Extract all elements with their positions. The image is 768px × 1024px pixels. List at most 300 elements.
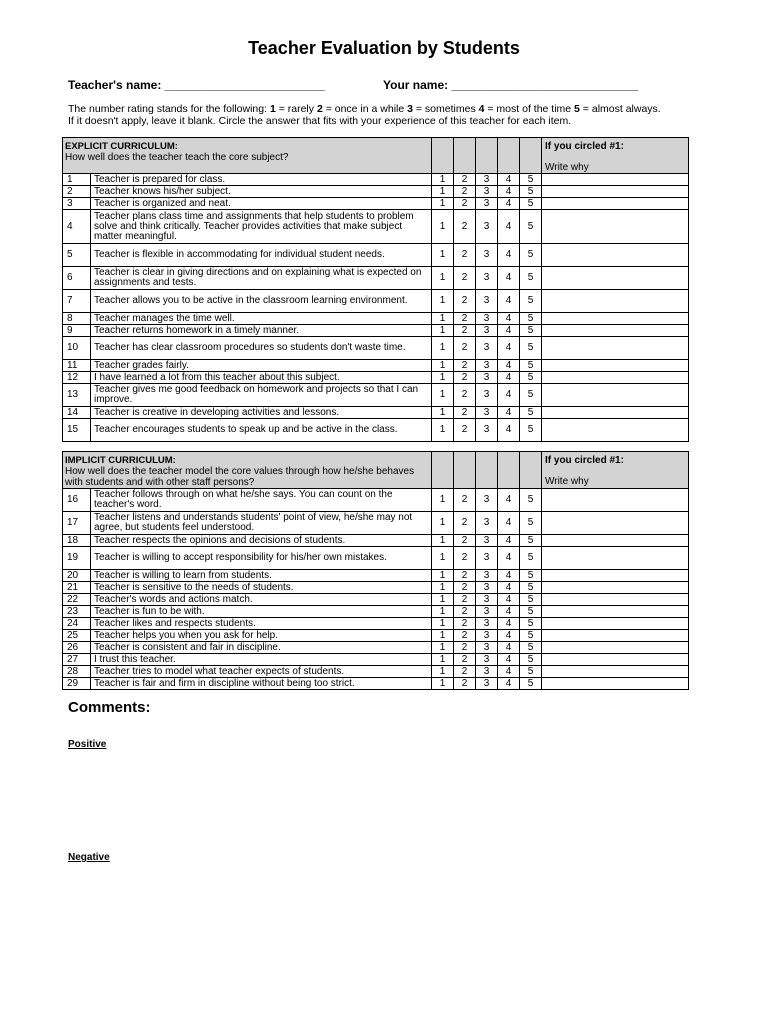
- question-text: Teacher returns homework in a timely manner.: [91, 325, 432, 337]
- write-why-field[interactable]: [542, 372, 689, 384]
- rating-option-2[interactable]: 2: [454, 244, 476, 267]
- rating-option-1[interactable]: 1: [432, 372, 454, 384]
- rating-option-3[interactable]: 3: [476, 407, 498, 419]
- question-row: [63, 337, 689, 360]
- question-text: Teacher tries to model what teacher expects of students.: [91, 666, 432, 678]
- question-row: [63, 666, 689, 678]
- write-why-field[interactable]: [542, 174, 689, 186]
- rating-option-2[interactable]: 2: [454, 630, 476, 642]
- rating-5-text: = almost always.: [579, 103, 661, 115]
- rating-option-4[interactable]: 4: [498, 606, 520, 618]
- rating-option-2[interactable]: 2: [454, 384, 476, 407]
- write-why-field[interactable]: [542, 244, 689, 267]
- rating-option-2[interactable]: 2: [454, 407, 476, 419]
- write-why-field[interactable]: [542, 210, 689, 244]
- your-name-field[interactable]: Your name: ____________________________: [383, 78, 639, 92]
- rating-option-5[interactable]: 5: [520, 489, 542, 512]
- question-row: [63, 384, 689, 407]
- write-why-field[interactable]: [542, 325, 689, 337]
- question-row: [63, 642, 689, 654]
- question-number: 28: [63, 666, 91, 678]
- question-text: Teacher follows through on what he/she says. You can count on the teacher's word.: [91, 489, 432, 512]
- rating-option-5[interactable]: 5: [520, 582, 542, 594]
- rating-option-1[interactable]: 1: [432, 642, 454, 654]
- rating-option-3[interactable]: 3: [476, 360, 498, 372]
- rating-option-1[interactable]: 1: [432, 547, 454, 570]
- question-text: Teacher is willing to learn from students.: [91, 570, 432, 582]
- rating-option-3[interactable]: 3: [476, 606, 498, 618]
- question-row: [63, 313, 689, 325]
- write-why-field[interactable]: [542, 642, 689, 654]
- question-number: 14: [63, 407, 91, 419]
- implicit-header-blank-cell: [520, 452, 542, 489]
- rating-option-4[interactable]: 4: [498, 360, 520, 372]
- question-text: Teacher grades fairly.: [91, 360, 432, 372]
- question-text: Teacher respects the opinions and decisions of students.: [91, 535, 432, 547]
- question-number: 18: [63, 535, 91, 547]
- implicit-header-blank-cell: [432, 452, 454, 489]
- question-text: Teacher has clear classroom procedures so students don't waste time.: [91, 337, 432, 360]
- rating-option-5[interactable]: 5: [520, 678, 542, 690]
- rating-option-2[interactable]: 2: [454, 489, 476, 512]
- rating-option-5[interactable]: 5: [520, 372, 542, 384]
- rating-option-1[interactable]: 1: [432, 654, 454, 666]
- rating-option-1[interactable]: 1: [432, 337, 454, 360]
- write-why-field[interactable]: [542, 198, 689, 210]
- question-row: [63, 267, 689, 290]
- rating-option-2[interactable]: 2: [454, 313, 476, 325]
- rating-option-2[interactable]: 2: [454, 618, 476, 630]
- question-text: Teacher knows his/her subject.: [91, 186, 432, 198]
- rating-option-2[interactable]: 2: [454, 642, 476, 654]
- rating-option-5[interactable]: 5: [520, 570, 542, 582]
- rating-option-3[interactable]: 3: [476, 313, 498, 325]
- rating-option-3[interactable]: 3: [476, 419, 498, 442]
- rating-option-3[interactable]: 3: [476, 244, 498, 267]
- rating-option-4[interactable]: 4: [498, 372, 520, 384]
- question-row: [63, 535, 689, 547]
- question-text: Teacher is flexible in accommodating for individual student needs.: [91, 244, 432, 267]
- rating-option-4[interactable]: 4: [498, 570, 520, 582]
- question-row: [63, 198, 689, 210]
- rating-option-1[interactable]: 1: [432, 290, 454, 313]
- question-text: Teacher manages the time well.: [91, 313, 432, 325]
- rating-option-3[interactable]: 3: [476, 654, 498, 666]
- positive-comments-label: Positive: [68, 739, 107, 750]
- rating-option-2[interactable]: 2: [454, 582, 476, 594]
- question-number: 22: [63, 594, 91, 606]
- rating-option-4[interactable]: 4: [498, 666, 520, 678]
- question-number: 29: [63, 678, 91, 690]
- rating-option-5[interactable]: 5: [520, 337, 542, 360]
- explicit-why-header: [542, 138, 689, 174]
- implicit-section-title-cell: [63, 452, 432, 489]
- rating-option-2[interactable]: 2: [454, 198, 476, 210]
- question-text: Teacher's words and actions match.: [91, 594, 432, 606]
- explicit-header-blank-cell: [476, 138, 498, 174]
- rating-option-4[interactable]: 4: [498, 290, 520, 313]
- rating-option-1[interactable]: 1: [432, 678, 454, 690]
- rating-option-5[interactable]: 5: [520, 547, 542, 570]
- question-number: 7: [63, 290, 91, 313]
- rating-option-4[interactable]: 4: [498, 489, 520, 512]
- comments-heading: Comments:: [68, 699, 151, 716]
- rating-option-3[interactable]: 3: [476, 174, 498, 186]
- rating-option-4[interactable]: 4: [498, 547, 520, 570]
- question-number: 8: [63, 313, 91, 325]
- instructions-prefix: The number rating stands for the following:: [68, 103, 270, 115]
- rating-option-1[interactable]: 1: [432, 210, 454, 244]
- rating-option-1[interactable]: 1: [432, 606, 454, 618]
- question-text: Teacher is fun to be with.: [91, 606, 432, 618]
- rating-option-5[interactable]: 5: [520, 360, 542, 372]
- question-number: 23: [63, 606, 91, 618]
- rating-4-key: 4: [478, 103, 485, 115]
- question-row: [63, 360, 689, 372]
- rating-option-1[interactable]: 1: [432, 325, 454, 337]
- rating-option-4[interactable]: 4: [498, 244, 520, 267]
- rating-option-3[interactable]: 3: [476, 489, 498, 512]
- rating-option-3[interactable]: 3: [476, 570, 498, 582]
- question-number: 17: [63, 512, 91, 535]
- question-row: [63, 547, 689, 570]
- rating-option-2[interactable]: 2: [454, 535, 476, 547]
- rating-option-2[interactable]: 2: [454, 174, 476, 186]
- rating-option-3[interactable]: 3: [476, 384, 498, 407]
- rating-option-3[interactable]: 3: [476, 198, 498, 210]
- teacher-name-field[interactable]: Teacher's name: ________________________: [68, 78, 325, 92]
- question-number: 9: [63, 325, 91, 337]
- rating-option-4[interactable]: 4: [498, 654, 520, 666]
- rating-option-3[interactable]: 3: [476, 372, 498, 384]
- rating-option-4[interactable]: 4: [498, 337, 520, 360]
- explicit-header-blank-cell: [498, 138, 520, 174]
- rating-option-4[interactable]: 4: [498, 594, 520, 606]
- question-row: [63, 290, 689, 313]
- rating-option-1[interactable]: 1: [432, 384, 454, 407]
- write-why-field[interactable]: [542, 186, 689, 198]
- write-why-field[interactable]: [542, 360, 689, 372]
- rating-option-5[interactable]: 5: [520, 512, 542, 535]
- question-number: 27: [63, 654, 91, 666]
- rating-option-3[interactable]: 3: [476, 186, 498, 198]
- rating-option-1[interactable]: 1: [432, 512, 454, 535]
- explicit-section-title: EXPLICIT CURRICULUM:: [65, 141, 178, 152]
- explicit-why-subtitle: Write why: [545, 162, 589, 173]
- implicit-header-blank-cell: [476, 452, 498, 489]
- question-row: [63, 372, 689, 384]
- question-row: [63, 618, 689, 630]
- implicit-why-subtitle: Write why: [545, 476, 589, 487]
- question-number: 2: [63, 186, 91, 198]
- rating-option-3[interactable]: 3: [476, 337, 498, 360]
- question-row: [63, 630, 689, 642]
- rating-option-4[interactable]: 4: [498, 325, 520, 337]
- question-number: 25: [63, 630, 91, 642]
- rating-option-5[interactable]: 5: [520, 244, 542, 267]
- rating-2-key: 2: [316, 103, 323, 115]
- rating-option-1[interactable]: 1: [432, 267, 454, 290]
- rating-option-5[interactable]: 5: [520, 594, 542, 606]
- rating-option-3[interactable]: 3: [476, 325, 498, 337]
- rating-option-5[interactable]: 5: [520, 535, 542, 547]
- question-text: Teacher is sensitive to the needs of students.: [91, 582, 432, 594]
- write-why-field[interactable]: [542, 570, 689, 582]
- rating-option-2[interactable]: 2: [454, 186, 476, 198]
- rating-option-4[interactable]: 4: [498, 198, 520, 210]
- question-number: 26: [63, 642, 91, 654]
- rating-option-4[interactable]: 4: [498, 618, 520, 630]
- implicit-header-blank-cell: [454, 452, 476, 489]
- question-number: 21: [63, 582, 91, 594]
- question-number: 20: [63, 570, 91, 582]
- instructions-line-2: If it doesn't apply, leave it blank. Circle the answer that fits with your experience of this teacher for each item.: [68, 115, 572, 127]
- explicit-section-header: [63, 138, 689, 174]
- rating-option-2[interactable]: 2: [454, 547, 476, 570]
- question-text: Teacher is willing to accept responsibility for his/her own mistakes.: [91, 547, 432, 570]
- rating-option-1[interactable]: 1: [432, 594, 454, 606]
- question-number: 19: [63, 547, 91, 570]
- rating-option-5[interactable]: 5: [520, 666, 542, 678]
- rating-option-1[interactable]: 1: [432, 174, 454, 186]
- rating-option-1[interactable]: 1: [432, 489, 454, 512]
- rating-option-1[interactable]: 1: [432, 666, 454, 678]
- rating-option-4[interactable]: 4: [498, 267, 520, 290]
- explicit-why-title: If you circled #1:: [545, 141, 624, 152]
- rating-option-4[interactable]: 4: [498, 419, 520, 442]
- implicit-header-blank-cell: [498, 452, 520, 489]
- rating-option-5[interactable]: 5: [520, 313, 542, 325]
- rating-5-key: 5: [574, 103, 580, 115]
- rating-option-3[interactable]: 3: [476, 267, 498, 290]
- question-text: Teacher gives me good feedback on homework and projects so that I can improve.: [91, 384, 432, 407]
- question-row: [63, 678, 689, 690]
- rating-option-2[interactable]: 2: [454, 360, 476, 372]
- rating-option-5[interactable]: 5: [520, 198, 542, 210]
- question-text: Teacher is creative in developing activities and lessons.: [91, 407, 432, 419]
- question-text: Teacher is clear in giving directions and on explaining what is expected on assignments and tests.: [91, 267, 432, 290]
- question-row: [63, 210, 689, 244]
- rating-option-4[interactable]: 4: [498, 186, 520, 198]
- rating-option-4[interactable]: 4: [498, 678, 520, 690]
- rating-option-3[interactable]: 3: [476, 547, 498, 570]
- rating-option-3[interactable]: 3: [476, 678, 498, 690]
- question-text: Teacher helps you when you ask for help.: [91, 630, 432, 642]
- question-number: 4: [63, 210, 91, 244]
- write-why-field[interactable]: [542, 267, 689, 290]
- rating-option-4[interactable]: 4: [498, 642, 520, 654]
- question-number: 13: [63, 384, 91, 407]
- rating-option-1[interactable]: 1: [432, 198, 454, 210]
- rating-option-1[interactable]: 1: [432, 582, 454, 594]
- rating-option-3[interactable]: 3: [476, 535, 498, 547]
- rating-option-4[interactable]: 4: [498, 210, 520, 244]
- rating-option-4[interactable]: 4: [498, 384, 520, 407]
- question-text: Teacher plans class time and assignments that help students to problem solve and think critically. Teacher provides activities that make subject matter meaningful.: [91, 210, 432, 244]
- question-row: [63, 407, 689, 419]
- rating-option-5[interactable]: 5: [520, 384, 542, 407]
- write-why-field[interactable]: [542, 618, 689, 630]
- question-row: [63, 489, 689, 512]
- question-text: Teacher listens and understands students' point of view, he/she may not agree, but students feel understood.: [91, 512, 432, 535]
- question-text: Teacher encourages students to speak up and be active in the class.: [91, 419, 432, 442]
- question-text: Teacher is consistent and fair in discipline.: [91, 642, 432, 654]
- rating-option-3[interactable]: 3: [476, 290, 498, 313]
- explicit-header-blank-cell: [432, 138, 454, 174]
- rating-option-5[interactable]: 5: [520, 630, 542, 642]
- write-why-field[interactable]: [542, 512, 689, 535]
- rating-2-text: = once in a while: [322, 103, 408, 115]
- write-why-field[interactable]: [542, 582, 689, 594]
- rating-option-4[interactable]: 4: [498, 407, 520, 419]
- rating-option-2[interactable]: 2: [454, 570, 476, 582]
- rating-option-3[interactable]: 3: [476, 618, 498, 630]
- write-why-field[interactable]: [542, 290, 689, 313]
- write-why-field[interactable]: [542, 547, 689, 570]
- question-row: [63, 606, 689, 618]
- rating-option-1[interactable]: 1: [432, 570, 454, 582]
- rating-option-1[interactable]: 1: [432, 535, 454, 547]
- question-row: [63, 244, 689, 267]
- write-why-field[interactable]: [542, 678, 689, 690]
- rating-option-4[interactable]: 4: [498, 535, 520, 547]
- rating-option-5[interactable]: 5: [520, 606, 542, 618]
- rating-option-2[interactable]: 2: [454, 512, 476, 535]
- question-row: [63, 582, 689, 594]
- write-why-field[interactable]: [542, 384, 689, 407]
- rating-option-4[interactable]: 4: [498, 582, 520, 594]
- rating-1-text: = rarely: [275, 103, 317, 115]
- rating-option-5[interactable]: 5: [520, 654, 542, 666]
- rating-option-3[interactable]: 3: [476, 512, 498, 535]
- implicit-why-title: If you circled #1:: [545, 455, 624, 466]
- explicit-header-blank-cell: [520, 138, 542, 174]
- question-number: 5: [63, 244, 91, 267]
- question-number: 3: [63, 198, 91, 210]
- question-text: Teacher is organized and neat.: [91, 198, 432, 210]
- rating-instructions: [68, 103, 718, 127]
- rating-option-5[interactable]: 5: [520, 174, 542, 186]
- rating-option-3[interactable]: 3: [476, 594, 498, 606]
- rating-option-2[interactable]: 2: [454, 606, 476, 618]
- rating-option-4[interactable]: 4: [498, 630, 520, 642]
- rating-option-2[interactable]: 2: [454, 372, 476, 384]
- rating-option-1[interactable]: 1: [432, 313, 454, 325]
- rating-option-2[interactable]: 2: [454, 678, 476, 690]
- rating-option-2[interactable]: 2: [454, 654, 476, 666]
- rating-option-2[interactable]: 2: [454, 666, 476, 678]
- rating-3-key: 3: [407, 103, 413, 115]
- rating-option-3[interactable]: 3: [476, 630, 498, 642]
- write-why-field[interactable]: [542, 535, 689, 547]
- write-why-field[interactable]: [542, 419, 689, 442]
- rating-4-text: = most of the time: [484, 103, 575, 115]
- rating-option-2[interactable]: 2: [454, 267, 476, 290]
- rating-option-2[interactable]: 2: [454, 325, 476, 337]
- rating-option-5[interactable]: 5: [520, 419, 542, 442]
- question-number: 15: [63, 419, 91, 442]
- rating-option-5[interactable]: 5: [520, 290, 542, 313]
- rating-option-5[interactable]: 5: [520, 267, 542, 290]
- rating-option-2[interactable]: 2: [454, 419, 476, 442]
- implicit-curriculum-table: [62, 451, 689, 690]
- rating-option-3[interactable]: 3: [476, 642, 498, 654]
- question-row: [63, 419, 689, 442]
- question-text: I have learned a lot from this teacher about this subject.: [91, 372, 432, 384]
- rating-option-2[interactable]: 2: [454, 594, 476, 606]
- explicit-section-title-cell: [63, 138, 432, 174]
- rating-option-1[interactable]: 1: [432, 407, 454, 419]
- rating-option-5[interactable]: 5: [520, 325, 542, 337]
- rating-option-5[interactable]: 5: [520, 210, 542, 244]
- write-why-field[interactable]: [542, 337, 689, 360]
- question-text: Teacher is prepared for class.: [91, 174, 432, 186]
- rating-option-4[interactable]: 4: [498, 512, 520, 535]
- rating-option-2[interactable]: 2: [454, 210, 476, 244]
- question-row: [63, 654, 689, 666]
- rating-option-4[interactable]: 4: [498, 313, 520, 325]
- question-row: [63, 325, 689, 337]
- rating-option-2[interactable]: 2: [454, 290, 476, 313]
- rating-option-3[interactable]: 3: [476, 666, 498, 678]
- rating-option-5[interactable]: 5: [520, 618, 542, 630]
- write-why-field[interactable]: [542, 489, 689, 512]
- rating-option-1[interactable]: 1: [432, 244, 454, 267]
- rating-option-1[interactable]: 1: [432, 618, 454, 630]
- rating-1-key: 1: [269, 103, 276, 115]
- negative-comments-label: Negative: [68, 852, 110, 863]
- write-why-field[interactable]: [542, 630, 689, 642]
- question-row: [63, 594, 689, 606]
- rating-option-5[interactable]: 5: [520, 642, 542, 654]
- implicit-section-question: How well does the teacher model the core values through how he/she behaves with students and with other staff persons?: [65, 466, 415, 488]
- rating-3-text: = sometimes: [412, 103, 479, 115]
- question-row: [63, 570, 689, 582]
- question-text: Teacher allows you to be active in the classroom learning environment.: [91, 290, 432, 313]
- rating-option-5[interactable]: 5: [520, 186, 542, 198]
- write-why-field[interactable]: [542, 666, 689, 678]
- write-why-field[interactable]: [542, 594, 689, 606]
- question-number: 11: [63, 360, 91, 372]
- rating-option-5[interactable]: 5: [520, 407, 542, 419]
- rating-option-2[interactable]: 2: [454, 337, 476, 360]
- question-number: 16: [63, 489, 91, 512]
- write-why-field[interactable]: [542, 407, 689, 419]
- write-why-field[interactable]: [542, 313, 689, 325]
- rating-option-1[interactable]: 1: [432, 419, 454, 442]
- explicit-header-blank-cell: [454, 138, 476, 174]
- rating-option-1[interactable]: 1: [432, 630, 454, 642]
- question-row: [63, 186, 689, 198]
- rating-option-4[interactable]: 4: [498, 174, 520, 186]
- name-fields: [68, 78, 708, 92]
- question-number: 10: [63, 337, 91, 360]
- question-text: Teacher likes and respects students.: [91, 618, 432, 630]
- rating-option-1[interactable]: 1: [432, 360, 454, 372]
- question-row: [63, 174, 689, 186]
- implicit-section-header: [63, 452, 689, 489]
- implicit-section-title: IMPLICIT CURRICULUM:: [65, 455, 176, 466]
- question-number: 6: [63, 267, 91, 290]
- write-why-field[interactable]: [542, 654, 689, 666]
- page-title: Teacher Evaluation by Students: [248, 38, 520, 58]
- rating-option-3[interactable]: 3: [476, 210, 498, 244]
- write-why-field[interactable]: [542, 606, 689, 618]
- question-text: I trust this teacher.: [91, 654, 432, 666]
- rating-option-1[interactable]: 1: [432, 186, 454, 198]
- implicit-why-header: [542, 452, 689, 489]
- rating-option-3[interactable]: 3: [476, 582, 498, 594]
